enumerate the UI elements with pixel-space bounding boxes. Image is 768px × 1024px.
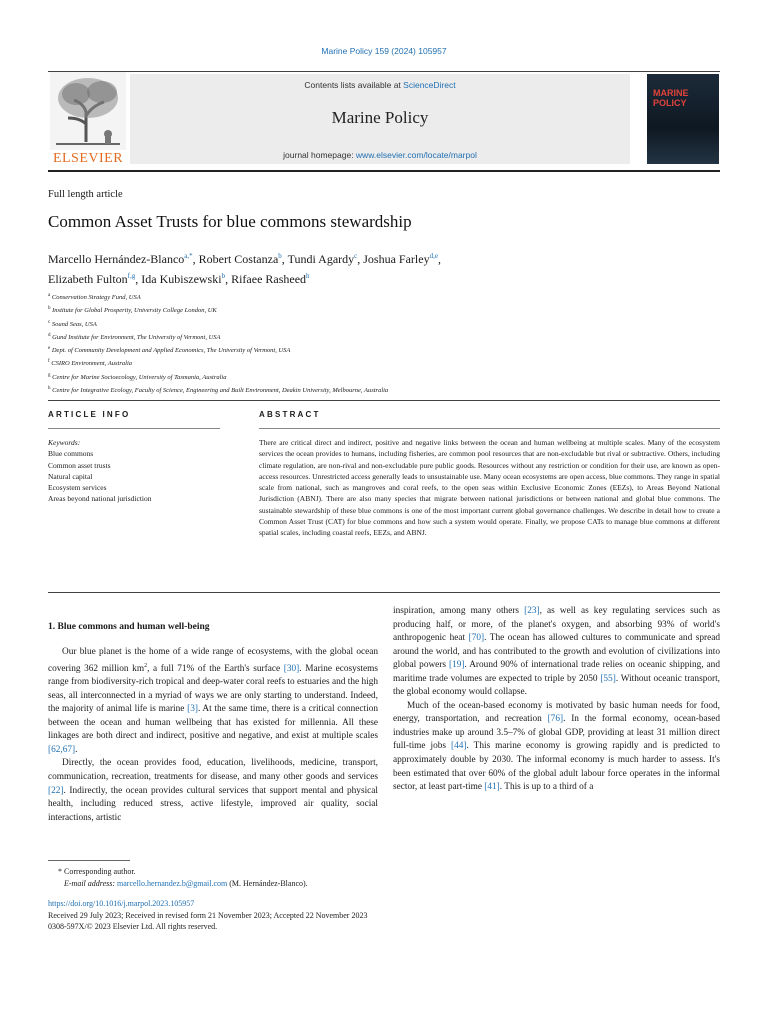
affiliation: $^d$ Gund Institute for Environment, The University of Vermont, USA (48, 332, 221, 341)
info-rule-top (48, 400, 720, 401)
sciencedirect-link[interactable]: ScienceDirect (403, 80, 456, 90)
body-left-column (48, 646, 378, 825)
received-dates: Received 29 July 2023; Received in revised form 21 November 2023; Accepted 22 November 2023 (48, 910, 368, 920)
article-type: Full length article (48, 189, 123, 200)
paragraph: inspiration, among many others [23], as well as key regulating services such as producing half, or more, of the planet's oxygen, and absorbing 93% of world's anthropogenic heat [70]. The ocean has allowed cultures to communicate and spread around the world, and has contributed to the growth and evolution of civilizations into global powers [19]. Around 90% of international trade relies on oceanic shipping, and maritime trade volumes are expected to triple by 2050 [55]. Without oceanic transport, the global economy would collapse. (393, 606, 721, 698)
info-rule-left (48, 428, 220, 429)
reference-link[interactable]: [3] (187, 704, 198, 715)
abstract-heading: ABSTRACT (259, 410, 321, 419)
author[interactable]: Tundi Agardy$^c$, (287, 252, 364, 266)
author[interactable]: Elizabeth Fulton$^{f,g}$, (48, 272, 142, 286)
journal-name: Marine Policy (331, 108, 429, 127)
reference-link[interactable]: [41] (484, 782, 500, 793)
section-title: 1. Blue commons and human well-being (48, 622, 210, 632)
header-rule-top (48, 71, 720, 72)
info-rule-right (259, 428, 720, 429)
affiliation: $^h$ Centre for Integrative Ecology, Faculty of Science, Engineering and Built Environment, Deakin University, Melbourne, Australia (48, 385, 389, 394)
header-rule-bottom (48, 170, 720, 172)
author[interactable]: Ida Kubiszewski$^b$, (141, 272, 232, 286)
paragraph: Much of the ocean-based economy is motivated by basic human needs for food, energy, transportation, and recreation [76]. In the formal economy, ocean-based industries make up around 3.5–7% of global GDP, providing at least 31 million direct full-time jobs [44]. This marine economy is growing rapidly and is predicted to approximately double by 2030. The informal economy is much harder to assess. It's been estimated that over 60% of the global adult labour force operates in the informal sector, at least part-time [41]. This is up to a third of a (393, 700, 720, 793)
paragraph: Our blue planet is the home of a wide range of ecosystems, with the global ocean covering 362 million $km^2$, a full 71% of the Earth's surface [30]. Marine ecosystems range from biodiversity-rich tropical and deep-water coral reefs to estuaries and the high seas, all interconnected in a myriad of ways we are only starting to understand. Indeed, the majority of animal life is marine [3]. At the same time, there is a critical connection between the ocean and human wellbeing that has existed for millennia. All these linkages are both direct and indirect, positive and negative, and exist at multiple scales [62,67]. (48, 647, 378, 755)
body-right-column (393, 605, 720, 795)
affiliation: $^b$ Institute for Global Prosperity, University College London, UK (48, 306, 217, 315)
keywords-label: Keywords: (48, 438, 81, 447)
abstract-text: There are critical direct and indirect, positive and negative links between the ocean and human wellbeing at multiple scales. Many of the ecosystem services the ocean provides to humans, including fisheries, are common pool resources that are non-excludable but rival or subtractive. Others, including climate regulation, are non-rival and non-excludable pure public goods. Resources without any restriction or condition for their use, are known as open-access resources. Unrestricted access generally leads to unsustainable use. Many ocean ecosystems are open access, blue commons. They range in spatial scale from national, such as mangroves and coral reefs, to the open seas within Exclusive Economic Zones (EEZs), to Areas Beyond National Jurisdiction (ABNJ). There are also many species that migrate between national jurisdictions or between national and global blue commons. The sustainable stewardship of these blue commons is one of the most important current global governance challenges. We describe in detail how to create a Common Asset Trust (CAT) for blue commons and how such a system would operate. Finally, we propose CATs to manage blue commons at different spatial scales, including coastal reefs, EEZs, and ABNJ. (259, 438, 720, 538)
reference-link[interactable]: [22] (48, 785, 64, 796)
journal-cover (647, 74, 719, 164)
email-link[interactable]: marcello.hernandez.b@gmail.com (117, 879, 228, 888)
reference-link[interactable]: [55] (600, 673, 616, 684)
reference-link[interactable]: [70] (468, 633, 485, 644)
author[interactable]: Joshua Farley$^{d,e}$, (363, 252, 441, 266)
journal-citation[interactable]: Marine Policy 159 (2024) 105957 (321, 46, 447, 56)
abstract-rule-bottom (48, 592, 720, 593)
keyword: Areas beyond national jurisdiction (48, 494, 152, 504)
homepage-link[interactable]: www.elsevier.com/locate/marpol (355, 150, 477, 160)
copyright: 0308-597X/© 2023 Elsevier Ltd. All rights reserved. (48, 922, 218, 932)
footnote (48, 866, 308, 890)
keyword: Common asset trusts (48, 460, 111, 470)
journal-homepage: journal homepage: www.elsevier.com/locate/marpol (283, 150, 477, 160)
affiliation: $^f$ CSIRO Environment, Australia (48, 359, 133, 368)
corresponding-author-note: * Corresponding author. (58, 867, 136, 876)
keywords (48, 437, 248, 505)
email-line: E-mail address: marcello.hernandez.b@gmail.com (M. Hernández-Blanco). (64, 879, 308, 888)
elsevier-wordmark: ELSEVIER (52, 151, 124, 166)
footnote-rule (48, 860, 130, 861)
author[interactable]: Rifaee Rasheed$^h$ (231, 272, 310, 286)
reference-link[interactable]: [30] (283, 663, 300, 674)
article-title: Common Asset Trusts for blue commons stewardship (48, 212, 412, 231)
article-info-heading: ARTICLE INFO (48, 410, 131, 419)
reference-link[interactable]: [44] (451, 741, 467, 752)
affiliation: $^g$ Centre for Marine Socioecology, University of Tasmania, Australia (48, 372, 227, 381)
contents-line: Contents lists available at ScienceDirect (304, 80, 456, 90)
affiliation: $^e$ Dept. of Community Development and Applied Economics, The University of Vermont, USA (48, 346, 291, 355)
reference-link[interactable]: [23] (524, 606, 540, 616)
cover-title: MARINE POLICY (653, 88, 689, 108)
doi-link[interactable]: https://doi.org/10.1016/j.marpol.2023.105957 (48, 899, 195, 908)
keyword: Blue commons (48, 449, 94, 459)
affiliation-list (48, 290, 708, 396)
affiliation: $^c$ Sound Seas, USA (48, 319, 97, 328)
affiliation: $^a$ Conservation Strategy Fund, USA (48, 293, 141, 302)
author[interactable]: Robert Costanza$^b$, (198, 252, 288, 266)
reference-link[interactable]: [62,67] (48, 744, 76, 755)
keyword: Natural capital (48, 471, 93, 481)
publication-info (48, 898, 367, 933)
reference-link[interactable]: [19] (448, 660, 465, 671)
journal-header (130, 74, 630, 164)
author-list (48, 248, 688, 288)
paragraph: Directly, the ocean provides food, education, livelihoods, medicine, transport, communication, recreation, treatments for disease, and many other goods and services [22]. Indirectly, the ocean provides cultural services that support mental and physical health, including reduced stress, active lifestyle, improved air quality, social interactions, artistic (48, 758, 378, 823)
author[interactable]: Marcello Hernández-Blanco$^{a,*}$, (48, 252, 199, 266)
reference-link[interactable]: [76] (547, 714, 564, 725)
keyword: Ecosystem services (48, 483, 107, 493)
